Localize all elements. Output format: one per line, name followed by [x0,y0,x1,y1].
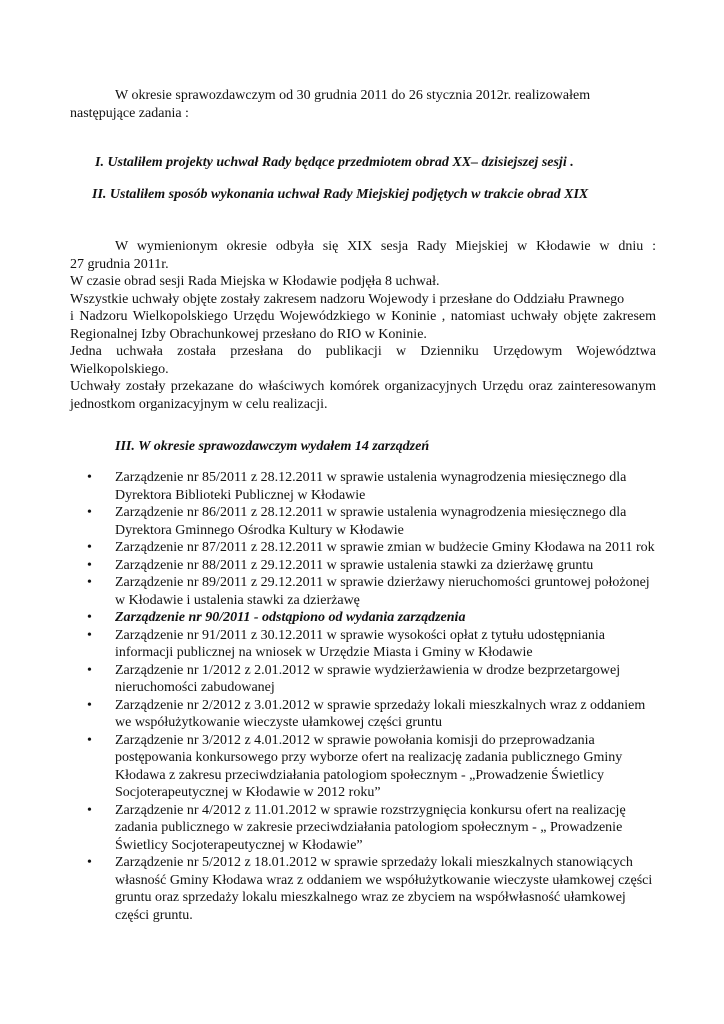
distribution-line: Uchwały zostały przekazane do właściwych komórek organizacyjnych Urzędu oraz zainteresowanym jednostkom organizacyjnym w celu realizacji. [70,379,656,412]
list-item [70,469,656,504]
supervision-line-1: Wszystkie uchwały objęte zostały zakresem nadzoru Wojewody i przesłane do Oddziału Prawnego [70,291,625,307]
intro-line-1: W okresie sprawozdawczym od 30 grudnia 2011 do 26 stycznia 2012r. realizowałem [115,88,591,103]
bullet-icon: • [87,855,92,870]
bullet-icon: • [87,540,92,555]
resolutions-line: W czasie obrad sesji Rada Miejska w Kłodawie podjęła 8 uchwał. [70,274,440,289]
order-text: Zarządzenie nr 87/2011 z 28.12.2011 w sprawie zmian w budżecie Gminy Kłodawa na 2011 rok [115,540,655,555]
bullet-icon: • [87,697,92,713]
bullet-icon: • [87,575,92,590]
bullet-icon: • [87,732,92,748]
supervision-line-2: i Nadzoru Wielkopolskiego Urzędu Wojewódzkiego w Koninie , natomiast uchwały objęte zakresem Regionalnej Izby Obrachunkowej przesłano do RIO w Koninie. [70,309,656,342]
session-line-1: W wymienionym okresie odbyła się XIX sesja Rady Miejskiej w Kłodawie w dniu : [115,239,656,254]
heading-section-1: I. Ustaliłem projekty uchwał Rady będące przedmiotem obrad XX– dzisiejszej sesji . [95,155,574,170]
heading-section-2: II. Ustaliłem sposób wykonania uchwał Rady Miejskiej podjętych w trakcie obrad XIX [92,187,589,202]
order-text: Zarządzenie nr 88/2011 z 29.12.2011 w sprawie ustalenia stawki za dzierżawę gruntu [115,557,594,573]
order-text: Zarządzenie nr 5/2012 z 18.01.2012 w sprawie sprzedaży lokali mieszkalnych stanowiących własność Gminy Kłodawa wraz z oddaniem we współużytkowanie wieczyste ułamkowej części gruntu oraz sprzedaży lokalu mieszkalnego wraz ze zbyciem na współwłasność ułamkowej części gruntu. [115,855,653,923]
bullet-icon: • [87,627,92,643]
order-text: Zarządzenie nr 3/2012 z 4.01.2012 w sprawie powołania komisji do przeprowadzania postępowania konkursowego przy wyborze ofert na realizację zadania publicznego Gminy Kłodawa z zakresu przeciwdziałania patologiom społecznym - „Prowadzenie Świetlicy Socjoterapeutycznej w Kłodawie w 2012 roku” [115,732,623,800]
list-item [70,574,656,609]
heading-section-3: III. W okresie sprawozdawczym wydałem 14 zarządzeń [115,439,430,454]
order-text: Zarządzenie nr 90/2011 - odstąpiono od wydania zarządzenia [115,610,466,625]
bullet-icon: • [87,557,92,573]
list-item [70,609,656,627]
orders-list [70,469,656,924]
bullet-icon: • [87,662,92,678]
order-text: Zarządzenie nr 89/2011 z 29.12.2011 w sprawie dzierżawy nieruchomości gruntowej położonej w Kłodawie i ustalenia stawki za dzierżawę [115,575,650,608]
order-text: Zarządzenie nr 91/2011 z 30.12.2011 w sprawie wysokości opłat z tytułu udostępniania informacji publicznej na wniosek w Urzędzie Miasta i Gminy w Kłodawie [115,627,606,660]
order-text: Zarządzenie nr 4/2012 z 11.01.2012 w sprawie rozstrzygnięcia konkursu ofert na realizację zadania publicznego w zakresie przeciwdziałania patologiom społecznym - „ Prowadzenie Świetlicy Socjoterapeutycznej w Kłodawie” [115,802,626,853]
list-item [70,854,656,924]
session-line-2: 27 grudnia 2011r. [70,256,169,272]
session-paragraph [70,238,656,413]
intro-line-2: następujące zadania : [70,105,189,121]
list-item [70,662,656,697]
bullet-icon: • [87,470,92,485]
list-item [70,627,656,662]
order-text: Zarządzenie nr 85/2011 z 28.12.2011 w sprawie ustalenia wynagrodzenia miesięcznego dla Dyrektora Biblioteki Publicznej w Kłodawie [115,470,627,503]
list-item [70,557,656,575]
list-item [70,539,656,557]
bullet-icon: • [87,802,92,818]
intro-paragraph [70,87,656,122]
list-item [70,802,656,855]
bullet-icon: • [87,610,92,625]
order-text: Zarządzenie nr 86/2011 z 28.12.2011 w sprawie ustalenia wynagrodzenia miesięcznego dla Dyrektora Gminnego Ośrodka Kultury w Kłodawie [115,505,627,538]
list-item [70,732,656,802]
order-text: Zarządzenie nr 1/2012 z 2.01.2012 w sprawie wydzierżawienia w drodze bezprzetargowej nieruchomości zabudowanej [115,662,621,695]
list-item [70,697,656,732]
order-text: Zarządzenie nr 2/2012 z 3.01.2012 w sprawie sprzedaży lokali mieszkalnych wraz z oddaniem we współużytkowanie wieczyste ułamkowej części gruntu [115,697,646,730]
bullet-icon: • [87,505,92,520]
publication-line: Jedna uchwała została przesłana do publikacji w Dzienniku Urzędowym Województwa Wielkopolskiego. [70,344,656,377]
list-item [70,504,656,539]
